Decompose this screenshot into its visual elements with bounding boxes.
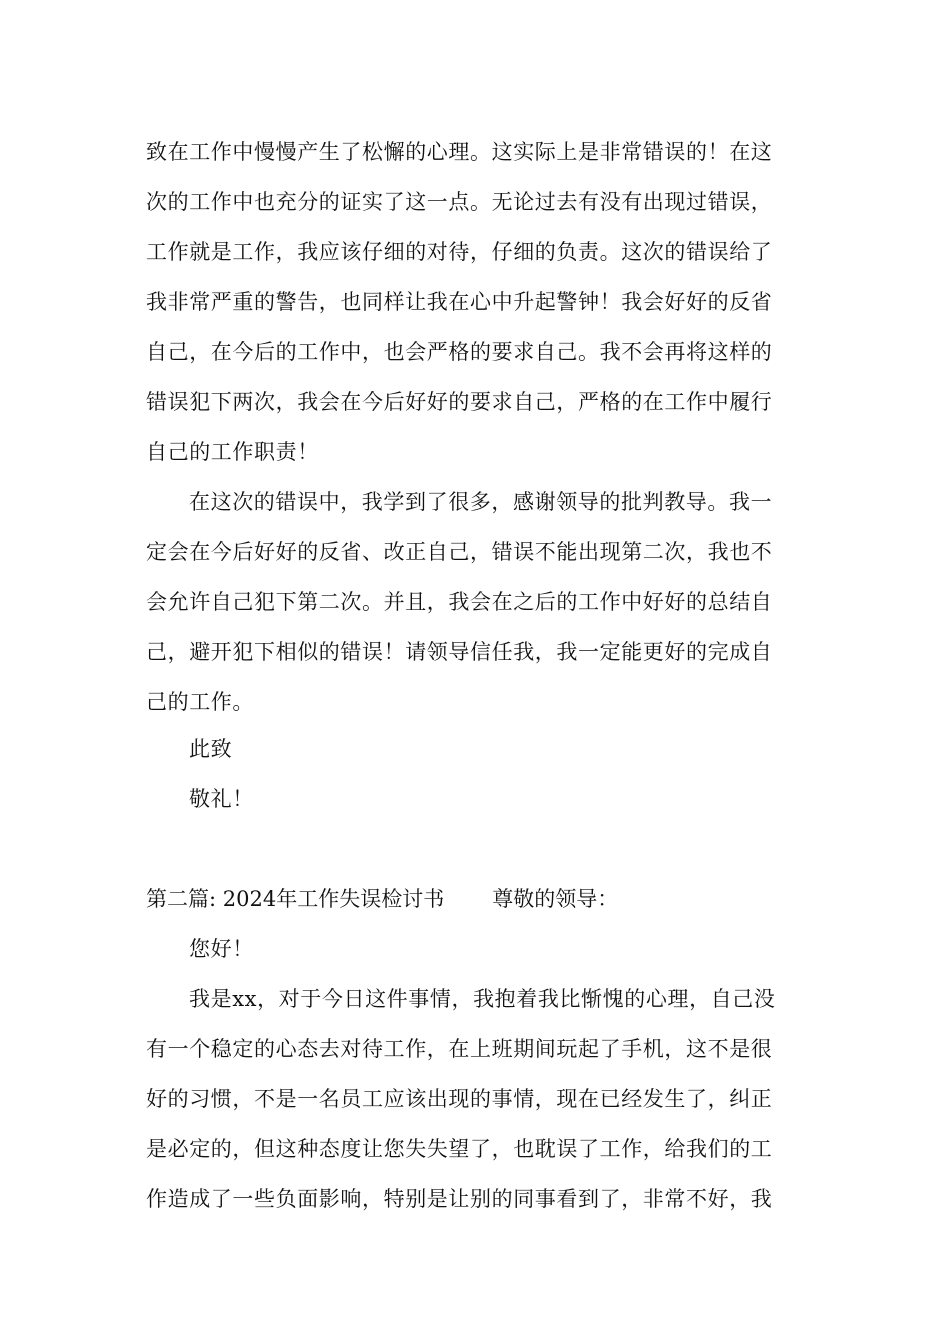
paragraph-line: 工作就是工作，我应该仔细的对待，仔细的负责。这次的错误给了: [146, 240, 773, 264]
paragraph-line: 定会在今后好好的反省、改正自己，错误不能出现第二次，我也不: [146, 540, 773, 564]
paragraph-line: 是必定的，但这种态度让您失失望了，也耽误了工作，给我们的工: [146, 1137, 773, 1161]
section-title: 第二篇: 2024年工作失误检讨书: [146, 887, 445, 911]
paragraph-line: 好的习惯，不是一名员工应该出现的事情，现在已经发生了，纠正: [146, 1087, 773, 1111]
paragraph-line: 我非常严重的警告，也同样让我在心中升起警钟！我会好好的反省: [146, 290, 773, 314]
paragraph-line: 己的工作。: [146, 690, 254, 714]
paragraph-line: 我是xx，对于今日这件事情，我抱着我比惭愧的心理，自己没: [189, 987, 776, 1011]
salutation: 尊敬的领导：: [492, 887, 619, 911]
paragraph-line: 自己的工作职责！: [146, 440, 319, 464]
paragraph-line: 有一个稳定的心态去对待工作，在上班期间玩起了手机，这不是很: [146, 1037, 773, 1061]
paragraph-line: 错误犯下两次，我会在今后好好的要求自己，严格的在工作中履行: [146, 390, 773, 414]
paragraph-line: 致在工作中慢慢产生了松懈的心理。这实际上是非常错误的！在这: [146, 140, 773, 164]
paragraph-line: 己，避开犯下相似的错误！请领导信任我，我一定能更好的完成自: [146, 640, 773, 664]
paragraph-line: 自己，在今后的工作中，也会严格的要求自己。我不会再将这样的: [146, 340, 773, 364]
closing-line-2: 敬礼！: [189, 787, 254, 811]
paragraph-line: 会允许自己犯下第二次。并且，我会在之后的工作中好好的总结自: [146, 590, 773, 614]
greeting: 您好！: [189, 937, 254, 961]
closing-line-1: 此致: [189, 737, 233, 761]
paragraph-line: 作造成了一些负面影响，特别是让别的同事看到了，非常不好，我: [146, 1187, 773, 1211]
paragraph-line: 次的工作中也充分的证实了这一点。无论过去有没有出现过错误，: [146, 190, 773, 214]
paragraph-line: 在这次的错误中，我学到了很多，感谢领导的批判教导。我一: [189, 490, 773, 514]
section-heading-row: [146, 882, 816, 916]
